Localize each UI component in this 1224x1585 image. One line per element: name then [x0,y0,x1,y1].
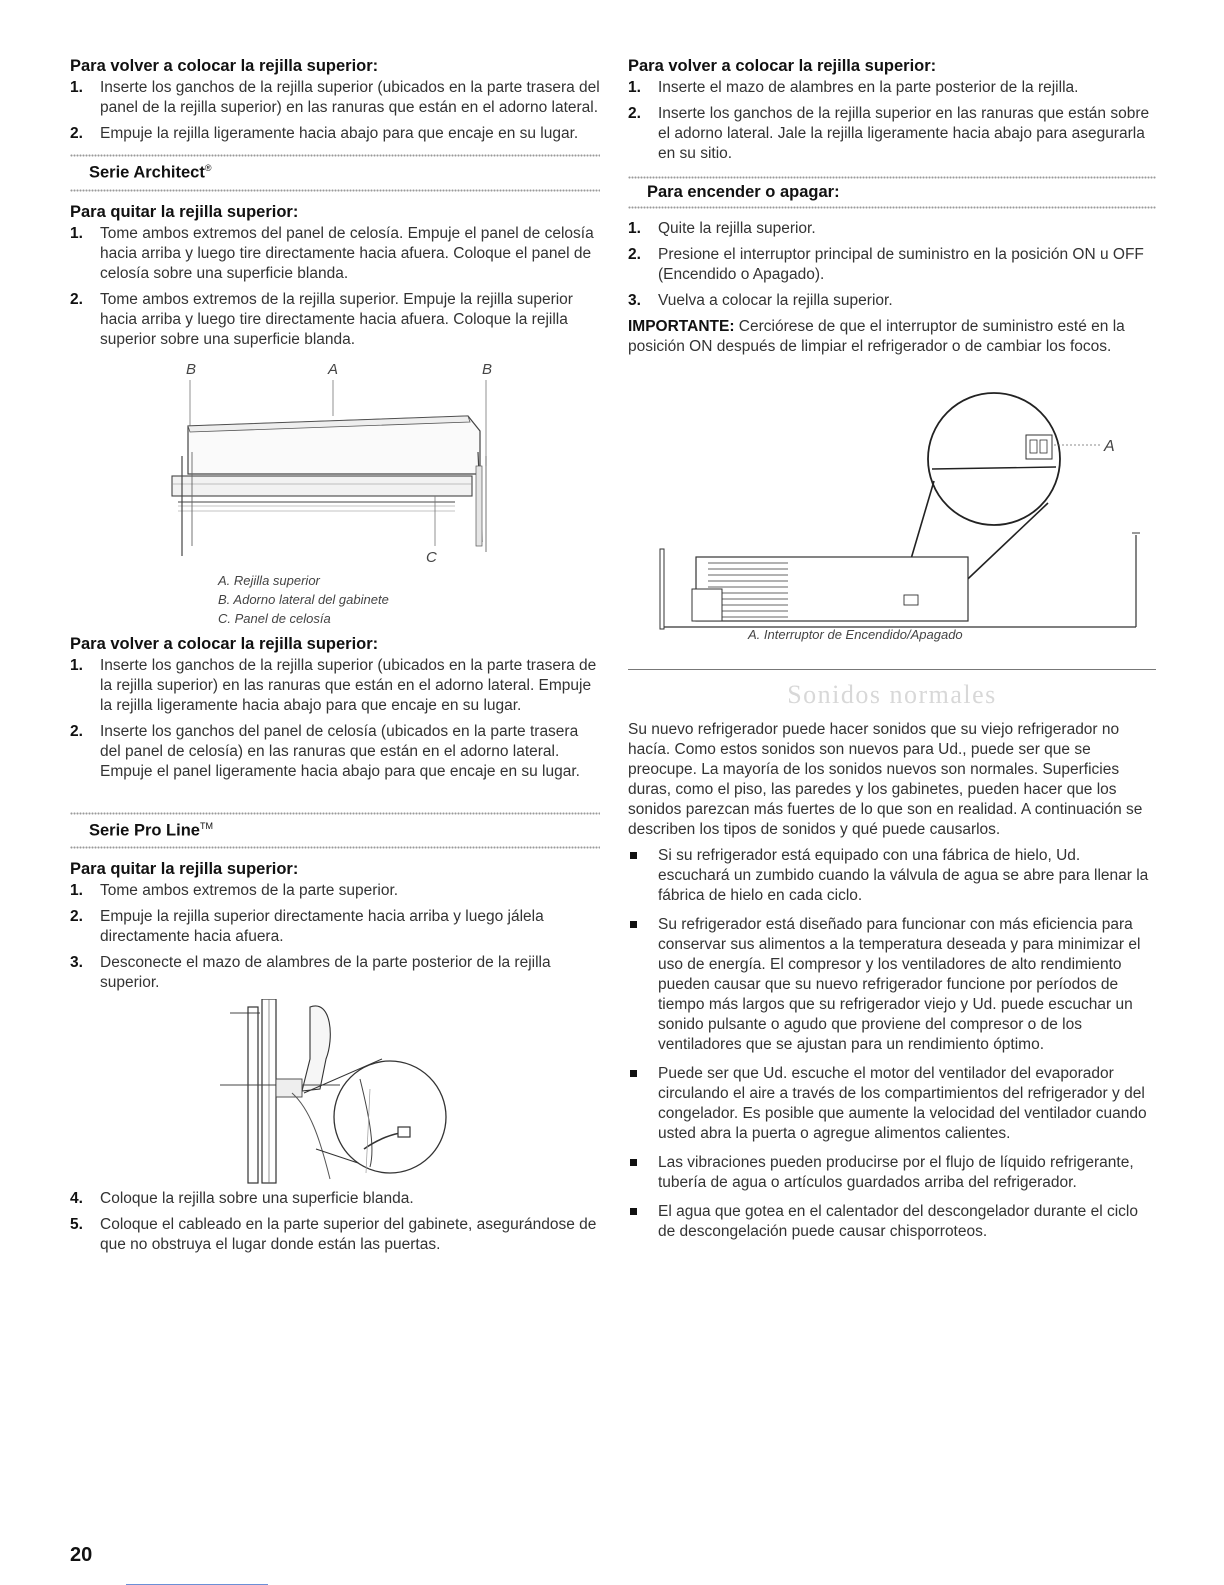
caption-c: C. Panel de celosía [218,610,331,626]
list-item: 1. Inserte los ganchos de la rejilla superior (ubicados en la parte trasera del panel de la rejilla superior) en las ranuras que están en el adorno lateral. [70,79,600,116]
steps-remove-grille [70,224,600,350]
steps-replace-grille-right [628,78,1156,164]
list-item: 3. Desconecte el mazo de alambres de la parte posterior de la rejilla superior. [70,954,551,991]
power-header [628,176,1156,209]
dotted-divider [628,206,1156,209]
list-item: 4. Coloque la rejilla sobre una superficie blanda. [70,1190,414,1207]
steps-replace-grille-architect [70,656,600,782]
sounds-intro: Su nuevo refrigerador puede hacer sonidos que su viejo refrigerador no hacía. Como estos sonidos son nuevos para Ud., puede ser que se preocupe. La mayoría de los sonidos nuevos son normales. Superficies duras, como el piso, las paredes y los gabinetes, pueden hacer que los sonidos parezcan más fuertes de lo que son en realidad. A continuación se describen los tipos de sonidos y qué puede causarlos. [628,721,1143,838]
label-b-right: B [482,360,493,378]
series-proline-header [70,812,600,850]
left-column [70,56,600,1261]
bullet-icon [630,1208,637,1215]
list-item: Si su refrigerador está equipado con una fábrica de hielo, Ud. escuchará un zumbido cuando la válvula de agua se abre para llenar la fábrica de hielo en cada ciclo. [628,846,1156,906]
list-item: 3. Vuelva a colocar la rejilla superior. [628,292,893,309]
registered-mark: ® [204,163,212,173]
heading-replace-grille-right: Para volver a colocar la rejilla superior: [628,57,937,75]
list-item: 1. Quite la rejilla superior. [628,220,816,237]
list-item: 1. Inserte el mazo de alambres en la parte posterior de la rejilla. [628,79,1079,96]
important-label: IMPORTANTE: [628,318,735,335]
trademark: TM [199,820,213,831]
heading-remove-grille: Para quitar la rejilla superior: [70,202,299,221]
figure-wiring-harness [70,999,600,1189]
heading-replace-grille: Para volver a colocar la rejilla superior: [70,57,379,75]
list-item: Su refrigerador está diseñado para funcionar con más eficiencia para conservar sus alimentos a la temperatura deseada y para minimizar el uso de energía. El compresor y los ventiladores de alto rendimiento pueden causar que su nuevo refrigerador funcione por períodos de tiempo más largos que su refrigerador viejo y Ud. puede escuchar un sonido pulsante o agudo que proviene del compresor o de los ventiladores que se ajustan para un rendimiento óptimo. [628,915,1156,1055]
important-text: Cerciórese de que el interruptor de suministro esté en la posición ON después de limpiar el refrigerador o de cambiar los focos. [628,318,1125,355]
caption-power-switch: A. Interruptor de Encendido/Apagado [748,627,963,642]
label-a: A [328,360,339,378]
series-architect-title: Serie Architect [89,163,205,182]
section-divider [628,669,1156,670]
list-item: 1. Inserte los ganchos de la rejilla superior (ubicados en la parte trasera de la rejilla superior) en las ranuras que están en el adorno lateral. Empuje la rejilla ligeramente hacia abajo para que encaje en su lugar. [70,656,597,714]
list-item: 2. Presione el interruptor principal de suministro en la posición ON u OFF (Encendido o Apagado). [628,246,1144,283]
important-note [628,317,1156,357]
list-item: Las vibraciones pueden producirse por el flujo de líquido refrigerante, tubería de agua o artículos guardados arriba del refrigerador. [628,1153,1156,1193]
caption-a: A. Rejilla superior [218,572,320,588]
series-architect-header [70,154,600,192]
list-item: Puede ser que Ud. escuche el motor del ventilador del evaporador circulando el aire a través de los compartimientos del refrigerador y del congelador. Es posible que aumente la velocidad del ventilador cuando usted abra la puerta o agregue alimentos calientes. [628,1064,1156,1144]
list-item: 1. Tome ambos extremos de la parte superior. [70,882,399,899]
list-item: 2. Inserte los ganchos del panel de celosía (ubicados en la parte trasera del panel de celosía) en las ranuras que están en el adorno lateral. Empuje el panel ligeramente hacia abajo para que encaje en su lugar. [70,722,580,780]
page-number: 20 [70,1544,93,1566]
section-title-sounds: Sonidos normales [787,680,997,709]
figure-power-switch [628,363,1156,653]
bullet-icon [630,921,637,928]
wiring-illustration [70,999,600,1189]
power-switch-illustration [628,363,1156,653]
list-item: 2. Empuje la rejilla superior directamente hacia arriba y luego jálela directamente hacia afuera. [70,908,544,945]
bullet-icon [630,852,637,859]
steps-replace-grille [70,78,600,144]
sounds-list [628,846,1156,1242]
steps-wiring [70,1189,600,1255]
list-item: 2. Inserte los ganchos de la rejilla superior en las ranuras que están sobre el adorno lateral. Jale la rejilla ligeramente hacia abajo para asegurarla en su sitio. [628,105,1150,162]
series-proline-title: Serie Pro Line [89,821,200,839]
list-item: 5. Coloque el cableado en la parte superior del gabinete, asegurándose de que no obstruya el lugar donde están las puertas. [70,1216,597,1253]
heading-remove-grille-proline: Para quitar la rejilla superior: [70,860,299,878]
label-c: C [426,548,437,566]
grille-illustration [70,356,600,566]
label-a-switch: A [1104,438,1115,455]
heading-power: Para encender o apagar: [647,183,840,201]
bullet-icon [630,1070,637,1077]
list-item: 2. Tome ambos extremos de la rejilla superior. Empuje la rejilla superior hacia arriba y luego tire directamente hacia afuera. Coloque la rejilla superior sobre una superficie blanda. [70,290,573,348]
dotted-divider [70,189,600,192]
bullet-icon [630,1159,637,1166]
label-b-left: B [186,360,197,378]
figure-captions [218,571,600,628]
right-column [628,56,1156,1251]
heading-replace-grille-architect: Para volver a colocar la rejilla superior: [70,634,379,653]
list-item: 1. Tome ambos extremos del panel de celosía. Empuje el panel de celosía hacia arriba y luego tire directamente hacia afuera. Coloque el panel de celosía sobre una superficie blanda. [70,224,594,282]
steps-remove-grille-proline [70,881,600,993]
dotted-divider [70,846,600,849]
figure-grille-architect [70,356,600,634]
list-item: El agua que gotea en el calentador del descongelador durante el ciclo de descongelación puede causar chisporroteos. [628,1202,1156,1242]
caption-b: B. Adorno lateral del gabinete [218,591,389,607]
list-item: 2. Empuje la rejilla ligeramente hacia abajo para que encaje en su lugar. [70,125,579,142]
steps-power [628,219,1156,311]
